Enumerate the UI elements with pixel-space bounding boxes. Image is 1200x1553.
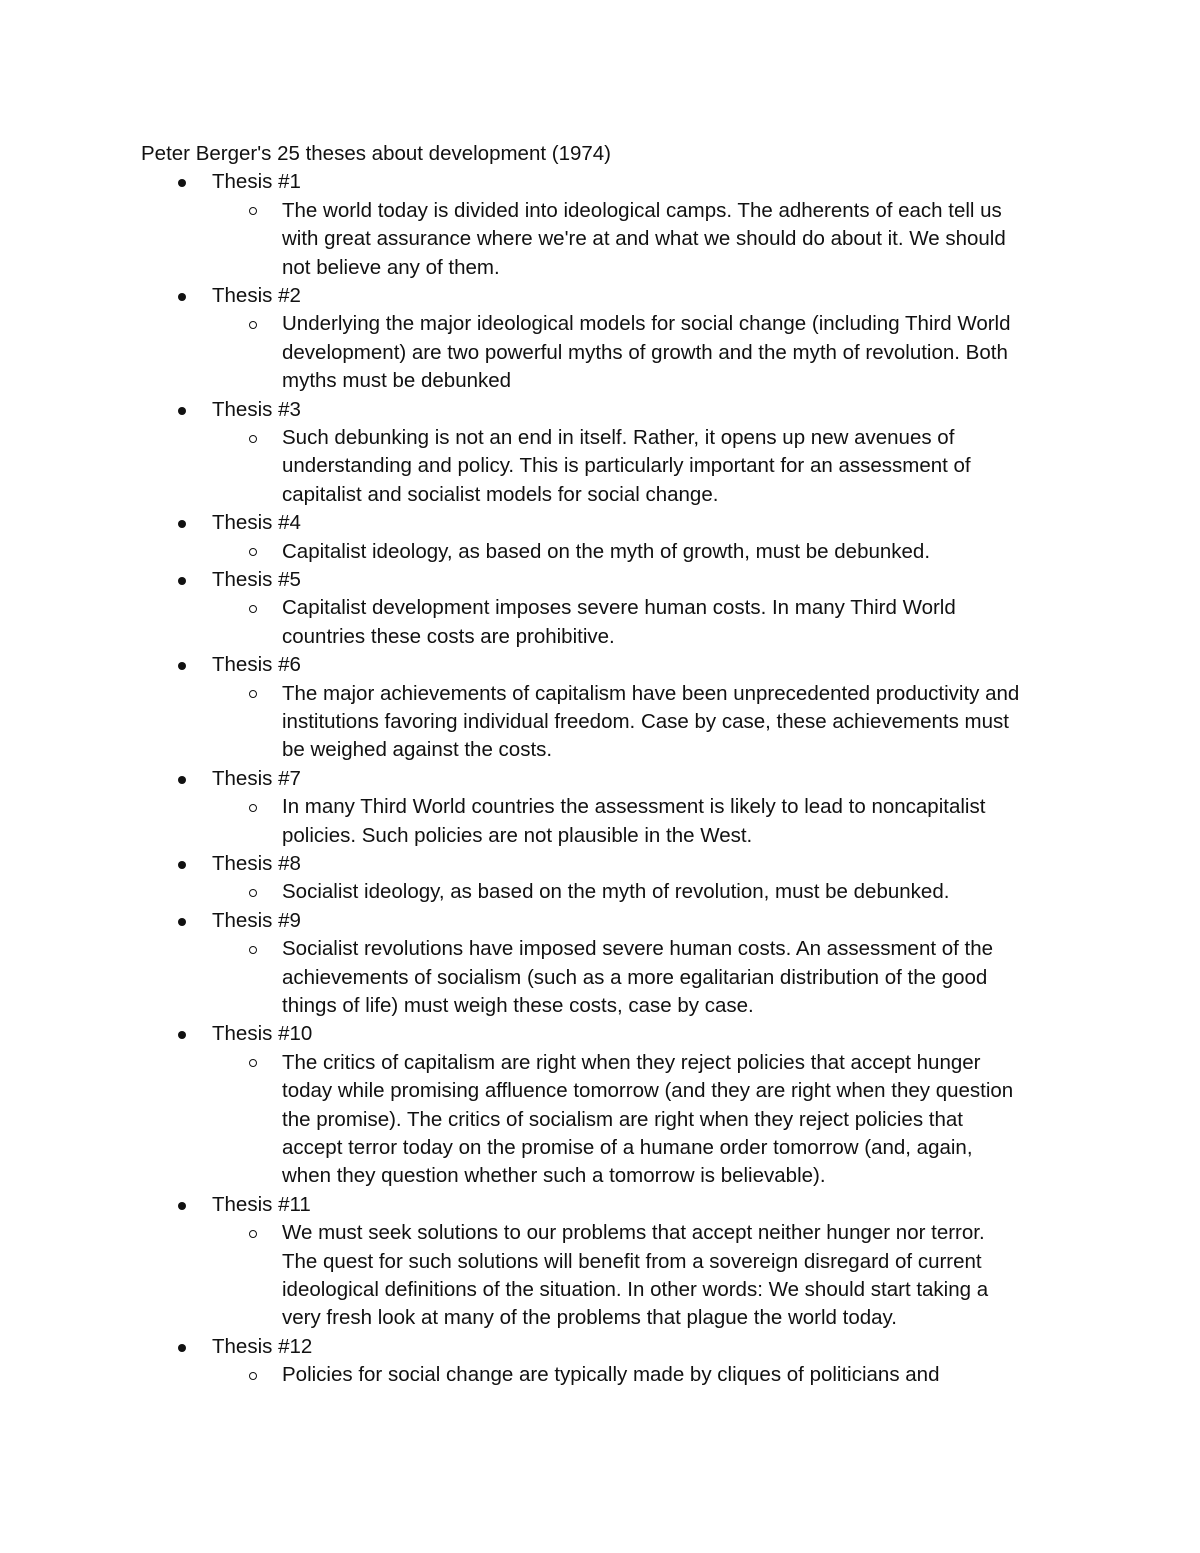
document-title: Peter Berger's 25 theses about development (1974) (141, 142, 612, 165)
bullet-icon (178, 293, 186, 301)
thesis-text-line: countries these costs are prohibitive. (282, 624, 615, 648)
thesis-label: Thesis #3 (212, 397, 301, 421)
thesis-text-line: things of life) must weigh these costs, case by case. (282, 994, 754, 1017)
bullet-icon (178, 776, 186, 784)
thesis-text-line: very fresh look at many of the problems that plague the world today. (282, 1306, 897, 1330)
thesis-text-line: Socialist ideology, as based on the myth of revolution, must be debunked. (282, 880, 950, 904)
thesis-text-line: the promise). The critics of socialism are right when they reject policies that (282, 1107, 963, 1131)
thesis-text-line: Capitalist development imposes severe human costs. In many Third World (282, 596, 956, 620)
thesis-label: Thesis #6 (212, 653, 301, 677)
thesis-label: Thesis #7 (212, 766, 301, 790)
sub-bullet-icon (249, 946, 257, 954)
thesis-text-line: Policies for social change are typically made by cliques of politicians and (282, 1363, 940, 1387)
thesis-text-line: today while promising affluence tomorrow (and they are right when they question (282, 1079, 1014, 1103)
bullet-icon (178, 662, 186, 670)
thesis-text-line: achievements of socialism (such as a more egalitarian distribution of the good (282, 965, 988, 989)
thesis-text-line: The major achievements of capitalism have been unprecedented productivity and (282, 681, 1020, 705)
bullet-icon (178, 407, 186, 415)
thesis-text-line: not believe any of them. (282, 255, 500, 279)
sub-bullet-icon (249, 804, 257, 812)
bullet-icon (178, 861, 186, 869)
thesis-text-line: The quest for such solutions will benefit from a sovereign disregard of current (282, 1249, 982, 1273)
thesis-text-line: capitalist and socialist models for social change. (282, 482, 719, 506)
thesis-text-line: policies. Such policies are not plausible in the West. (282, 823, 753, 847)
sub-bullet-icon (249, 889, 257, 897)
thesis-text-line: Capitalist ideology, as based on the myth of growth, must be debunked. (282, 539, 931, 563)
thesis-text-line: Underlying the major ideological models for social change (including Third World (282, 312, 1011, 336)
thesis-text-line: myths must be debunked (282, 369, 512, 393)
bullet-icon (178, 577, 186, 585)
sub-bullet-icon (249, 321, 257, 329)
thesis-text-line: accept terror today on the promise of a humane order tomorrow (and, again, (282, 1136, 973, 1159)
thesis-text-line: ideological definitions of the situation. In other words: We should start taking a (282, 1278, 989, 1301)
thesis-label: Thesis #1 (212, 170, 301, 194)
sub-bullet-icon (249, 1372, 257, 1380)
bullet-icon (178, 918, 186, 926)
bullet-icon (178, 1344, 186, 1352)
bullet-icon (178, 179, 186, 187)
sub-bullet-icon (249, 207, 257, 215)
thesis-text-line: understanding and policy. This is particularly important for an assessment of (282, 454, 971, 478)
thesis-text-line: institutions favoring individual freedom. Case by case, these achievements must (282, 710, 1009, 733)
thesis-label: Thesis #11 (212, 1192, 311, 1216)
thesis-label: Thesis #9 (212, 908, 301, 932)
thesis-text-line: The critics of capitalism are right when they reject policies that accept hunger (282, 1050, 981, 1074)
thesis-label: Thesis #4 (212, 511, 301, 535)
thesis-text-line: We must seek solutions to our problems that accept neither hunger nor terror. (282, 1221, 985, 1245)
thesis-label: Thesis #8 (212, 852, 301, 875)
thesis-label: Thesis #5 (212, 568, 301, 591)
sub-bullet-icon (249, 605, 257, 613)
thesis-label: Thesis #12 (212, 1334, 313, 1358)
sub-bullet-icon (249, 690, 257, 698)
bullet-icon (178, 520, 186, 528)
thesis-text-line: The world today is divided into ideological camps. The adherents of each tell us (282, 198, 1002, 222)
sub-bullet-icon (249, 548, 257, 556)
sub-bullet-icon (249, 1059, 257, 1067)
thesis-label: Thesis #10 (212, 1022, 313, 1046)
thesis-text-line: Socialist revolutions have imposed severe human costs. An assessment of the (282, 937, 994, 961)
thesis-text-line: Such debunking is not an end in itself. Rather, it opens up new avenues of (282, 426, 955, 449)
bullet-icon (178, 1031, 186, 1039)
thesis-text-line: be weighed against the costs. (282, 738, 553, 762)
thesis-text-line: In many Third World countries the assessment is likely to lead to noncapitalist (282, 795, 986, 819)
thesis-text-line: with great assurance where we're at and what we should do about it. We should (282, 227, 1006, 251)
bullet-icon (178, 1202, 186, 1210)
sub-bullet-icon (249, 435, 257, 443)
sub-bullet-icon (249, 1230, 257, 1238)
thesis-label: Thesis #2 (212, 284, 301, 307)
thesis-text-line: when they question whether such a tomorrow is believable). (282, 1164, 826, 1188)
thesis-text-line: development) are two powerful myths of growth and the myth of revolution. Both (282, 340, 1008, 364)
